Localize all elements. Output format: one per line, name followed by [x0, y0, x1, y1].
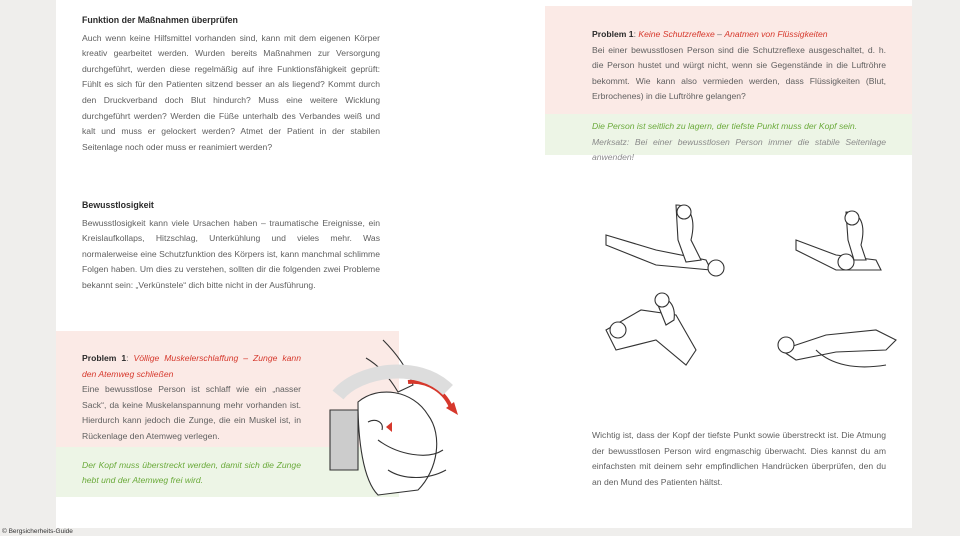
- section-bewusstlosigkeit: [82, 198, 380, 294]
- recovery-step-4: [778, 330, 896, 367]
- problem1-left-label: Problem 1: [82, 353, 127, 363]
- head-tilt-illustration: [318, 330, 468, 505]
- problem1-left-tip: Der Kopf muss überstreckt werden, damit sich die Zunge hebt und der Atemweg frei wird.: [82, 459, 301, 486]
- illustration-face: [358, 392, 437, 495]
- problem1-right-label: Problem 1: [592, 29, 634, 39]
- problem1-right-text: Bei einer bewusstlosen Person sind die Schutzreflexe ausgeschaltet, d. h. die Person hustet und würgt nicht, wenn sie Gegenstände in die Luftröhre bekommt. Wie kann also vermieden werden, dass Flüssigkeiten (Blut, Erbrochenes) in die Luftröhre gelangen?: [592, 44, 886, 102]
- recovery-position-illustration: [596, 200, 896, 380]
- problem1-right-tip: Die Person ist seitlich zu lagern, der tiefste Punkt muss der Kopf sein.: [592, 120, 858, 131]
- problem1-right-title: Problem 1: Keine Schutzreflexe – Anatmen von Flüssigkeiten: [592, 29, 828, 39]
- section-bewusstlosigkeit-text: Bewusstlosigkeit kann viele Ursachen haben – traumatische Ereignisse, ein Kreislaufkollaps, Hitzschlag, Unterkühlung und vieles mehr. Was normalerweise eine Schutzfunktion des Körpers ist, kann manchmal schlimme Folgen haben. Um dies zu verstehen, sollten dir die folgenden zwei Probleme bekannt sein: „Verkünstele“ dich bitte nicht in der Ausführung.: [82, 217, 380, 290]
- recovery-step-3: [606, 293, 696, 365]
- section-wichtig: [592, 428, 886, 490]
- illustration-shirt: [330, 410, 358, 470]
- copyright-footer: © Bergsicherheits-Guide: [2, 528, 73, 535]
- problem1-right-merksatz: Merksatz: Bei einer bewusstlosen Person immer die stabile Seitenlage anwenden!: [592, 136, 886, 163]
- problem1-right: [592, 27, 886, 166]
- problem1-left-title: Problem 1: Völlige Muskelerschlaffung – Zunge kann den Atemweg schließen: [82, 353, 301, 379]
- section-funktion-heading: Funktion der Maßnahmen überprüfen: [82, 15, 238, 25]
- section-funktion: [82, 13, 380, 155]
- recovery-step-1: [606, 205, 724, 276]
- problem1-left-text: Eine bewusstlose Person ist schlaff wie ein „nasser Sack“, da keine Muskelanspannung mehr vorhanden ist. Hierdurch kann jedoch die Zunge, die ein Muskel ist, in Rückenlage den Atemweg verlegen.: [82, 384, 301, 441]
- document-page: [56, 0, 912, 528]
- problem1-left-title-red: Völlige Muskelerschlaffung – Zunge kann den Atemweg schließen: [82, 353, 301, 379]
- section-bewusstlosigkeit-heading: Bewusstlosigkeit: [82, 200, 154, 210]
- section-funktion-text: Auch wenn keine Hilfsmittel vorhanden sind, kann mit dem eigenen Körper kreativ gearbeitet werden. Wurden bereits Maßnahmen zur Versorgung durchgeführt, werden diese regelmäßig auf ihre Funktionsfähigkeit geprüft: Fühlt es sich für den Patienten sitzend besser an als liegend? Kommt durch den Druckverband doch Blut hindurch? Muss eine weitere Wicklung durchgeführt werden? Werden die Füße unterhalb des Verbandes weiß und kalt und muss er gelockert werden? Atmet der Patient in der stabilen Seitenlage noch oder muss er reanimiert werden?: [82, 32, 380, 152]
- section-wichtig-text: Wichtig ist, dass der Kopf der tiefste Punkt sowie überstreckt ist. Die Atmung der bewusstlosen Person wird engmaschig überwacht. Dies kannst du am einfachsten mit deinem sehr empfindlichen Handrücken überprüfen, den du an den Mund des Patienten hältst.: [592, 430, 886, 487]
- problem1-left: [82, 351, 301, 489]
- recovery-step-2: [796, 211, 881, 270]
